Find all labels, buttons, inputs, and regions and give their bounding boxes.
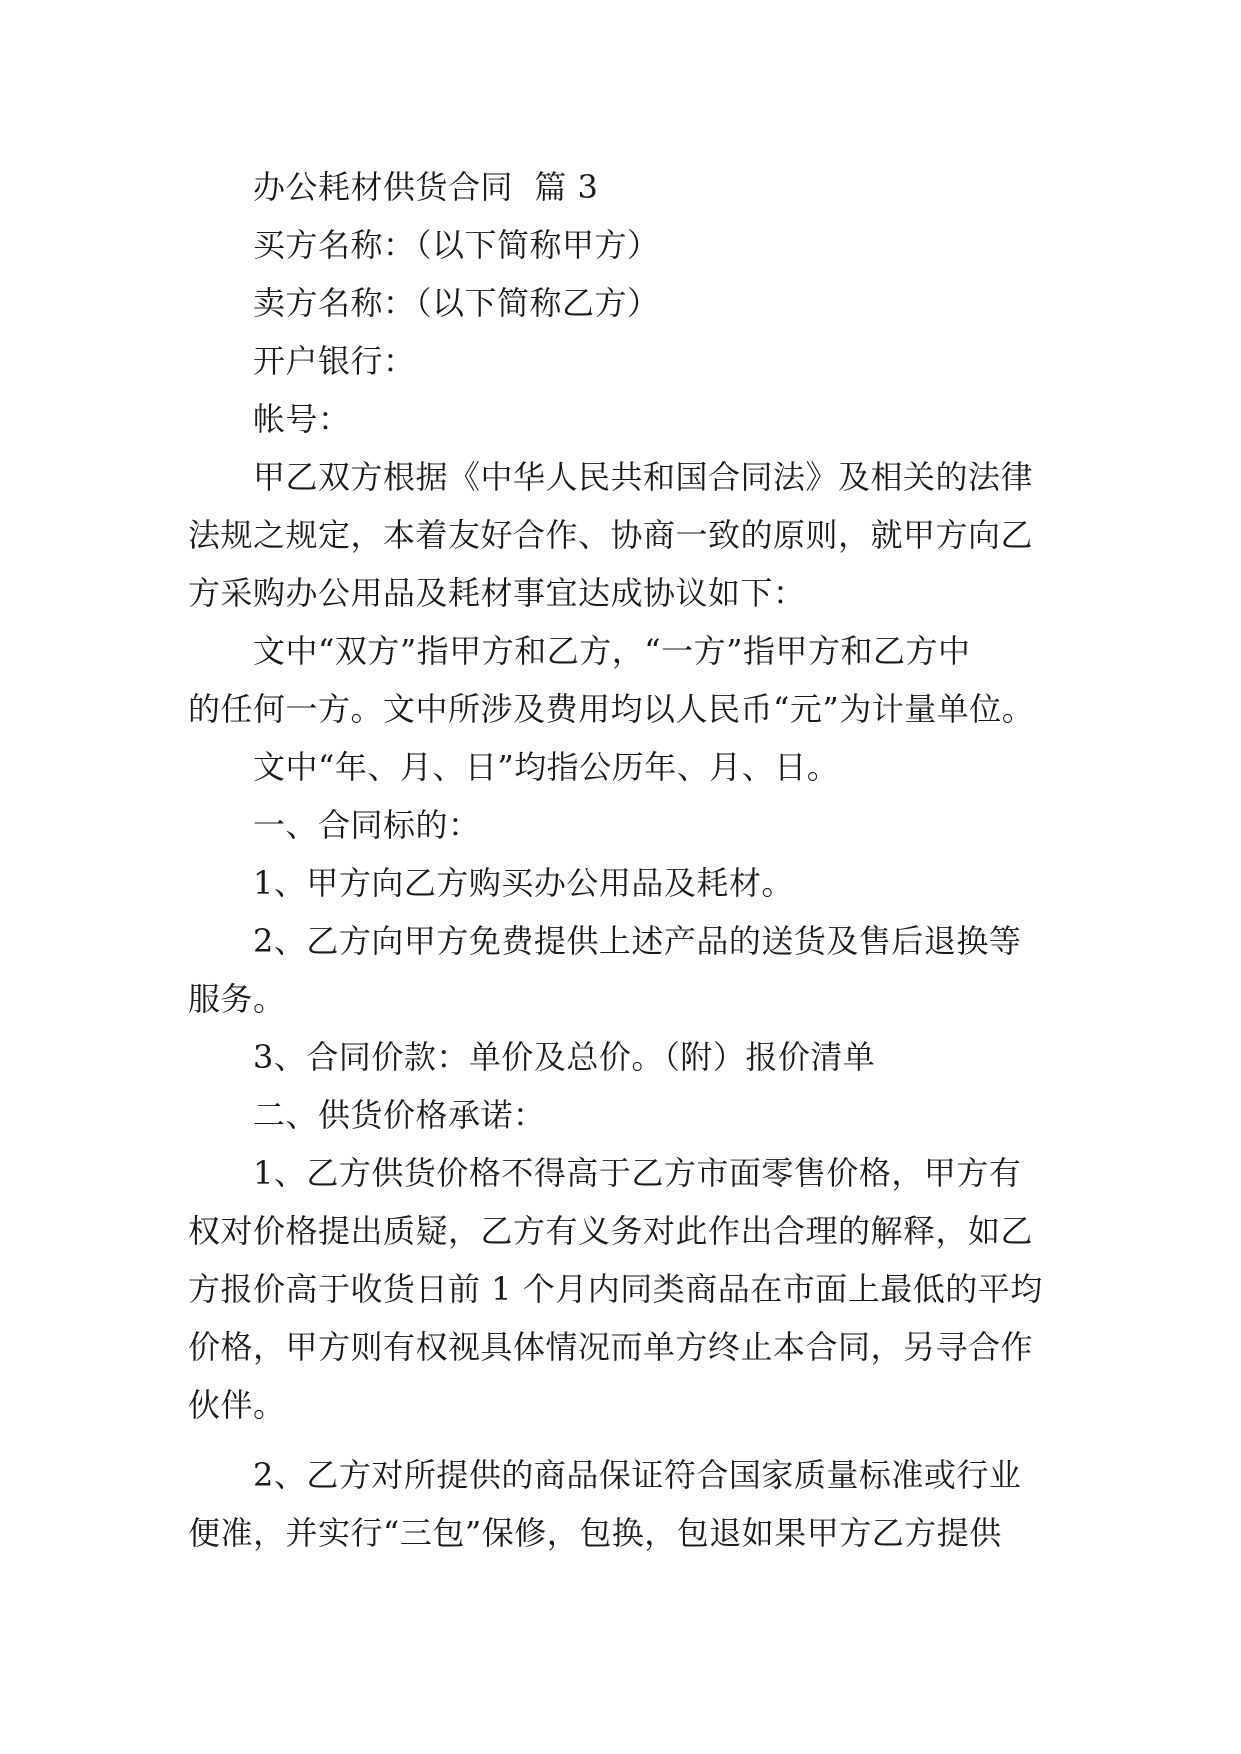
paragraph-line: 1、甲方向乙方购买办公用品及耗材。 bbox=[253, 864, 794, 902]
section-heading: 一、合同标的： bbox=[253, 806, 481, 844]
paragraph-line: 服务。 bbox=[188, 980, 286, 1018]
paragraph-line: 权对价格提出质疑，乙方有义务对此作出合理的解释，如乙 bbox=[188, 1212, 1034, 1250]
paragraph-line: 的任何一方。文中所涉及费用均以人民币“元”为计量单位。 bbox=[188, 690, 1035, 728]
paragraph-line: 甲乙双方根据《中华人民共和国合同法》及相关的法律 bbox=[253, 458, 1034, 496]
account-line: 帐号： bbox=[253, 400, 351, 438]
paragraph-line: 方报价高于收货日前 1 个月内同类商品在市面上最低的平均 bbox=[188, 1270, 1043, 1308]
paragraph-line: 2、乙方对所提供的商品保证符合国家质量标准或行业 bbox=[253, 1456, 1022, 1494]
paragraph-line: 方采购办公用品及耗材事宜达成协议如下： bbox=[188, 574, 806, 612]
paragraph-line: 3、合同价款：单价及总价。（附）报价清单 bbox=[253, 1038, 876, 1076]
paragraph-line: 便准，并实行“三包”保修，包换，包退如果甲方乙方提供 bbox=[188, 1514, 1002, 1552]
paragraph-line: 文中“双方”指甲方和乙方，“一方”指甲方和乙方中 bbox=[253, 632, 971, 670]
paragraph-line: 伙伴。 bbox=[188, 1386, 286, 1424]
paragraph-line: 文中“年、月、日”均指公历年、月、日。 bbox=[253, 748, 840, 786]
paragraph-line: 2、乙方向甲方免费提供上述产品的送货及售后退换等 bbox=[253, 922, 1022, 960]
buyer-name-line: 买方名称：（以下简称甲方） bbox=[253, 226, 660, 264]
paragraph-line: 价格，甲方则有权视具体情况而单方终止本合同，另寻合作 bbox=[188, 1328, 1034, 1366]
contract-title: 办公耗材供货合同 篇 3 bbox=[253, 168, 599, 206]
bank-line: 开户银行： bbox=[253, 342, 416, 380]
section-heading: 二、供货价格承诺： bbox=[253, 1096, 546, 1134]
paragraph-line: 法规之规定，本着友好合作、协商一致的原则，就甲方向乙 bbox=[188, 516, 1034, 554]
seller-name-line: 卖方名称：（以下简称乙方） bbox=[253, 284, 660, 322]
paragraph-line: 1、乙方供货价格不得高于乙方市面零售价格，甲方有 bbox=[253, 1154, 1022, 1192]
